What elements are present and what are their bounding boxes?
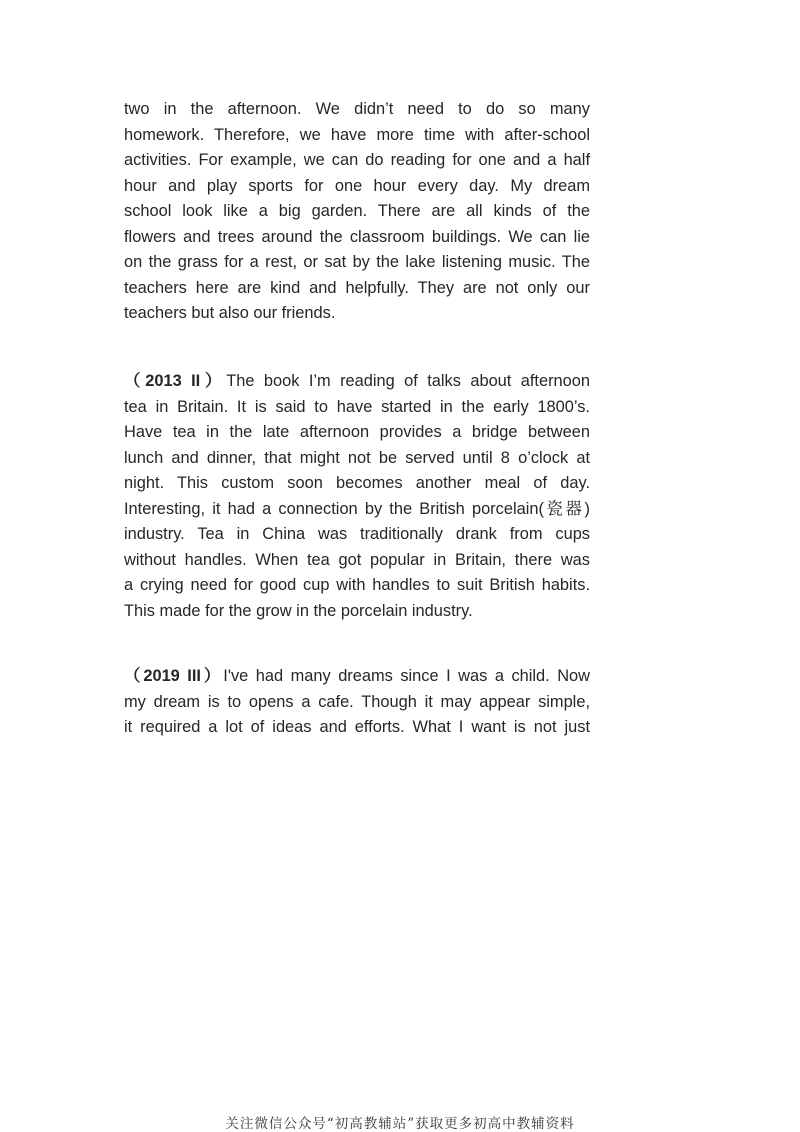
paragraph-2-line: lunch and dinner, that might not be served until 8 o’clock at (124, 448, 590, 467)
paragraph-3-first-line (124, 664, 590, 690)
paragraph-2-line: a crying need for good cup with handles to suit British habits. (124, 576, 590, 594)
paragraph-1-line: on the grass for a rest, or sat by the lake listening music. The (124, 253, 590, 271)
paragraph-1-line: activities. For example, we can do reading for one and a half (124, 151, 590, 169)
paragraph-2 (124, 369, 590, 624)
paragraph-3 (124, 664, 590, 741)
paragraph-1-line: teachers here are kind and helpfully. They are not only our (124, 278, 590, 297)
paragraph-2-tag: （2013 II） (124, 372, 227, 390)
paragraph-1-line: homework. Therefore, we have more time with after-school (124, 125, 590, 144)
paragraph-2-line: night. This custom soon becomes another meal of day. (124, 474, 590, 492)
paragraph-2-line: without handles. When tea got popular in Britain, there was (124, 550, 590, 569)
paragraph-3-line: I've had many dreams since I was a child. Now (223, 667, 590, 685)
paragraph-1-line: teachers but also our friends. (124, 304, 336, 322)
paragraph-1-line: hour and play sports for one hour every day. My dream (124, 176, 590, 195)
paragraph-2-line: Have tea in the late afternoon provides a bridge between (124, 423, 590, 441)
paragraph-1-line: school look like a big garden. There are all kinds of the (124, 202, 590, 220)
paragraph-1-line: two in the afternoon. We didn’t need to do so many (124, 100, 590, 118)
footer-note: 关注微信公众号“初高教辅站”获取更多初高中教辅资料 (225, 1116, 575, 1132)
paragraph-2-line: Interesting, it had a connection by the British porcelain(瓷器) (124, 499, 590, 518)
paragraph-3-tag: （2019 III） (124, 667, 224, 685)
paragraph-2-line: The book I’m reading of talks about afternoon (226, 372, 591, 390)
paragraph-3-line: my dream is to opens a cafe. Though it may appear simple, (124, 692, 590, 711)
paragraph-1-line: flowers and trees around the classroom buildings. We can lie (124, 227, 590, 246)
paragraph-1 (124, 97, 590, 327)
paragraph-3-line: it required a lot of ideas and efforts. What I want is not just (124, 718, 590, 736)
paragraph-2-line: This made for the grow in the porcelain industry. (124, 601, 473, 620)
paragraph-2-line: industry. Tea in China was traditionally drank from cups (124, 525, 590, 543)
paragraph-2-first-line (124, 369, 590, 395)
paragraph-2-line: tea in Britain. It is said to have started in the early 1800’s. (124, 397, 590, 416)
